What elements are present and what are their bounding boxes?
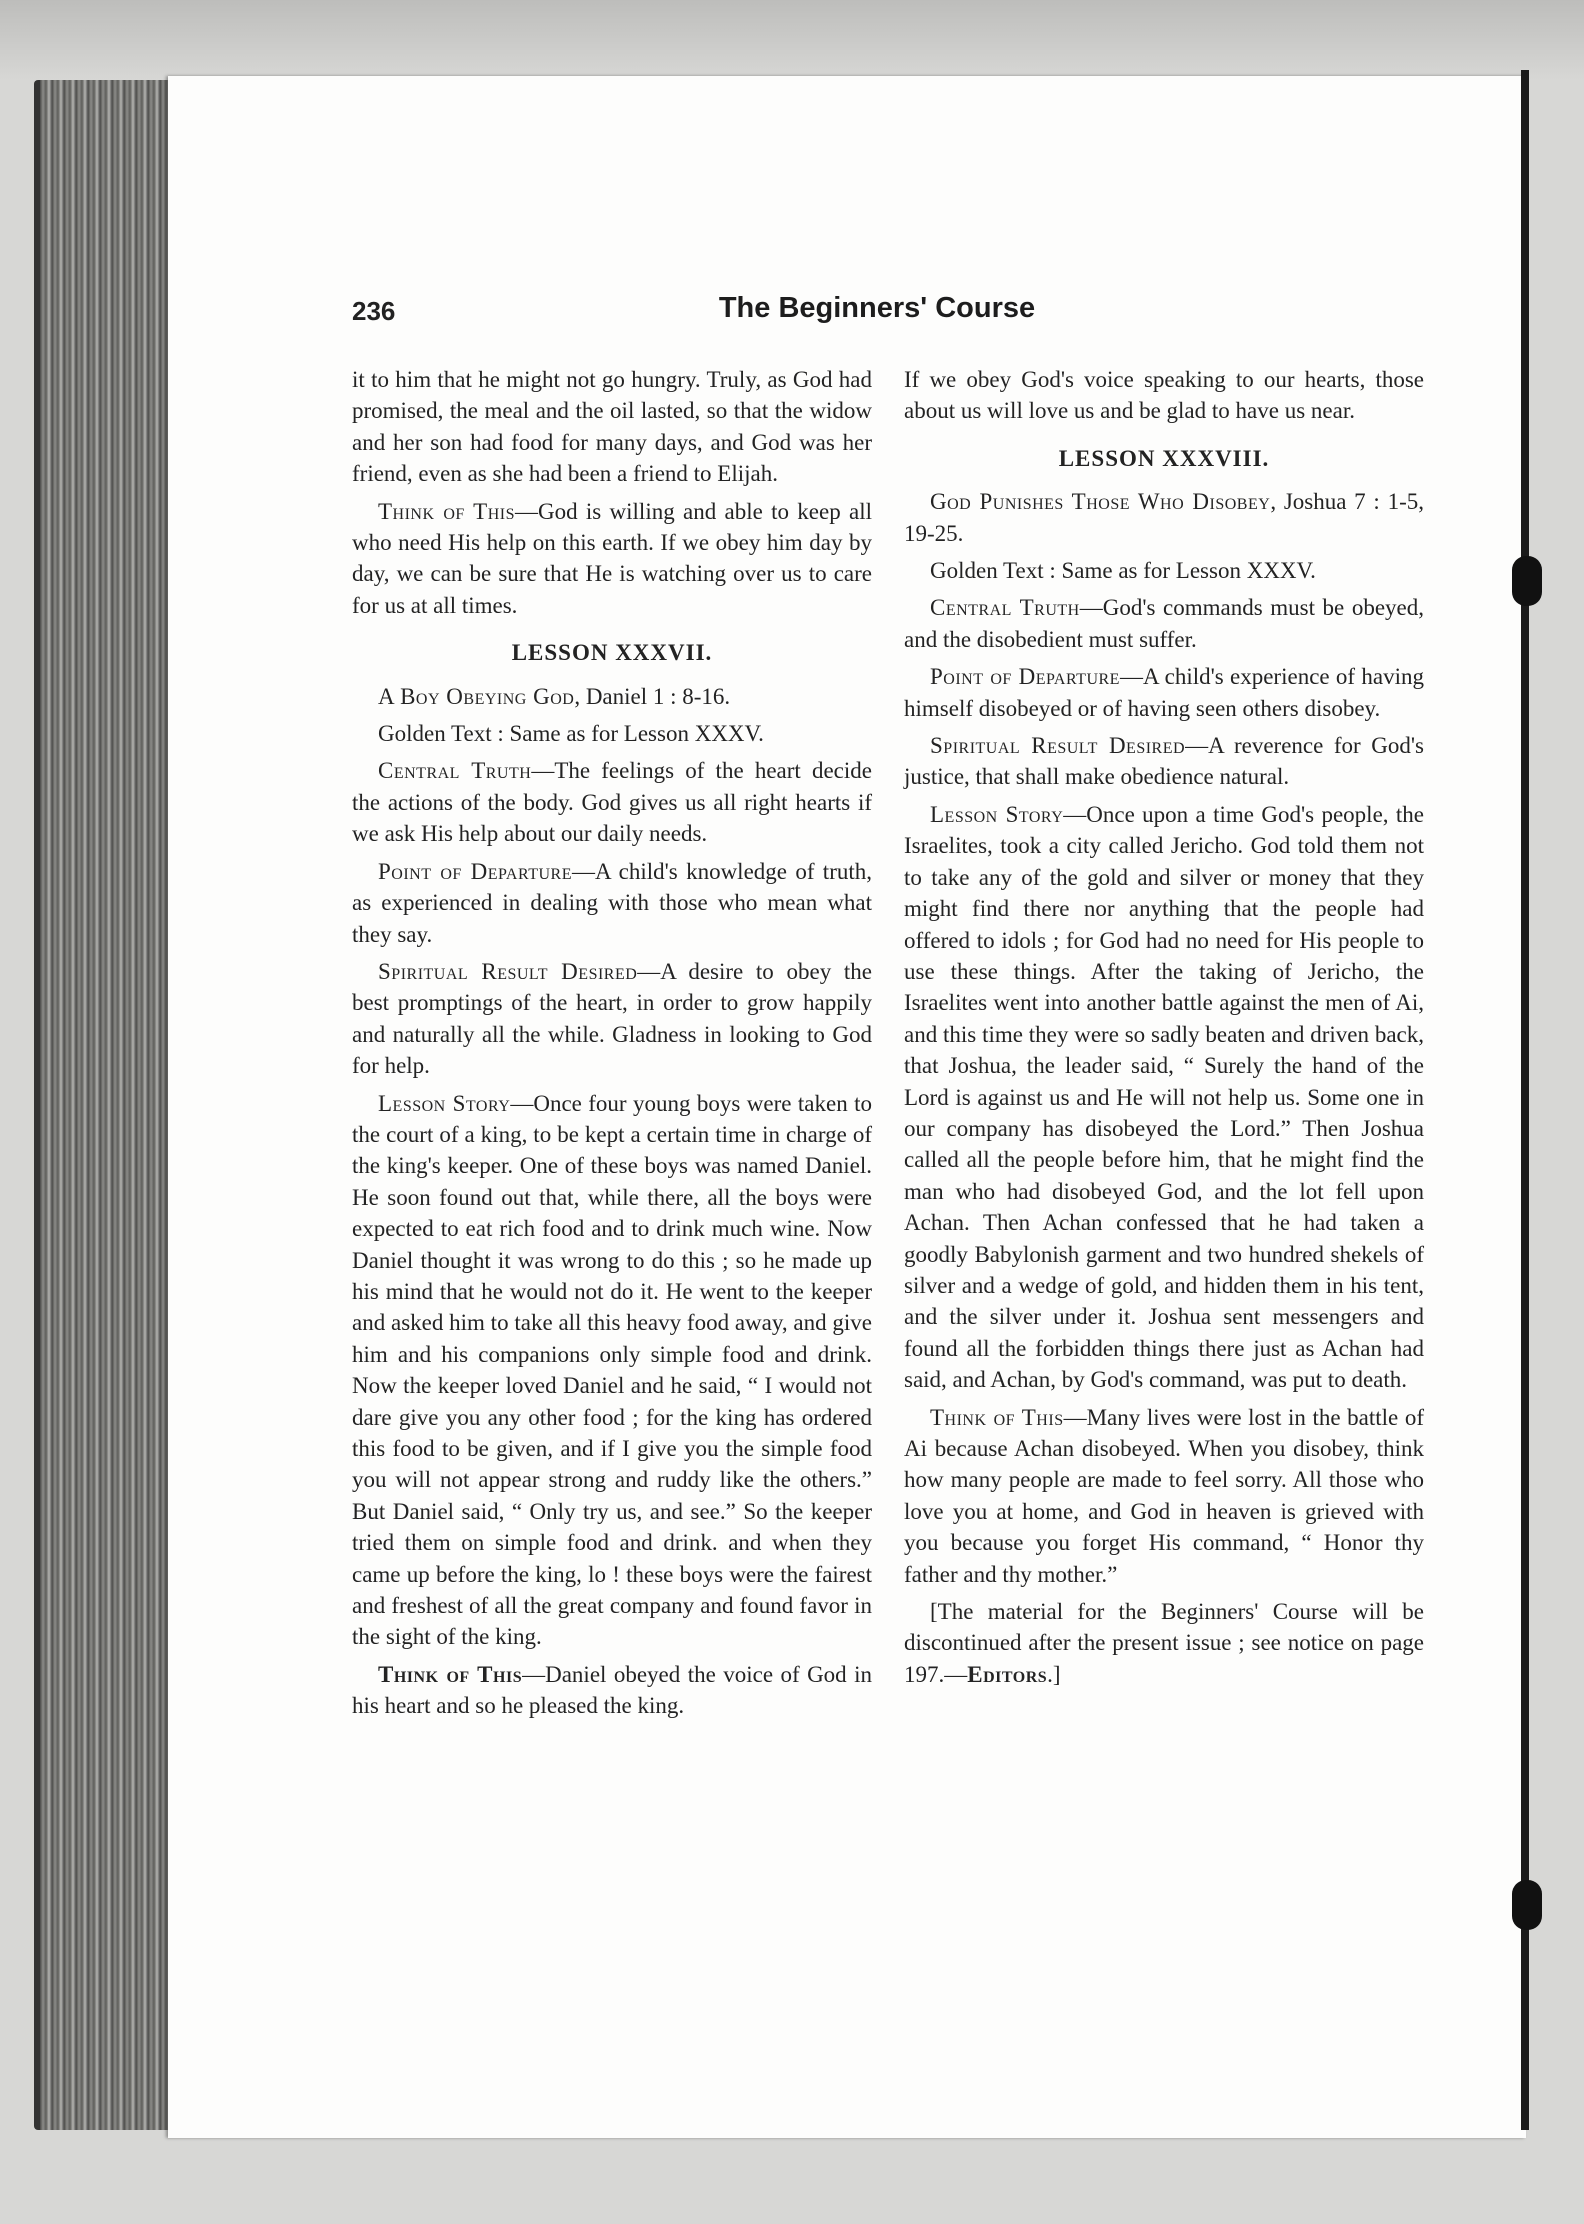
spiritual-result-paragraph [904, 730, 1424, 793]
central-truth-label: Central Truth [930, 595, 1080, 621]
lesson-heading: LESSON XXXVII. [511, 640, 713, 666]
golden-text: Golden Text : Same as for Lesson XXXV. [930, 558, 1316, 584]
think-of-this-label: Think of This [378, 498, 515, 524]
think-of-this-paragraph [904, 1402, 1424, 1590]
spiritual-result-text: —A reverence for God's justice, that shall make obedience natural. [904, 733, 1424, 790]
think-of-this-text-2: —Daniel obeyed the voice of God in his heart and so he pleased the king. [352, 1661, 872, 1719]
spiritual-result-text: —A desire to obey the best promptings of the heart, in order to grow happily and naturally all the while. Gladness in looking to God for help. [352, 958, 872, 1079]
lesson-story-label: Lesson Story [378, 1090, 511, 1116]
lesson-subject-label: God Punishes Those Who Disobey [930, 489, 1271, 515]
running-head: The Beginners' Course [718, 292, 1036, 324]
lesson-story-paragraph [904, 799, 1424, 1396]
lesson-subject [904, 486, 1424, 549]
think-of-this-paragraph [352, 496, 872, 622]
point-of-departure-label: Point of Departure [930, 664, 1120, 690]
book-page-edges [34, 80, 180, 2130]
lesson-story-label: Lesson Story [930, 801, 1064, 827]
point-of-departure-label: Point of Departure [378, 858, 572, 884]
point-of-departure-paragraph [904, 661, 1424, 724]
think-of-this-text: —Many lives were lost in the battle of Ai because Achan disobeyed. When you disobey, think how many people are made to feel sorry. All those who love you at home, and God in heaven is grieved with you because you forget His command, “ Honor thy father and thy mother.” [904, 1404, 1424, 1587]
point-of-departure-text: —A child's knowledge of truth, as experienced in dealing with those who mean what they say. [352, 858, 872, 947]
lesson-subject-ref: , Daniel 1 : 8-16. [574, 683, 731, 709]
central-truth-text: —The feelings of the heart decide the actions of the body. God gives us all right hearts if we ask His help about our daily needs. [352, 758, 872, 847]
editors-notice-text: [The material for the Beginners' Course will be discontinued after the present issue ; see notice on page 197.— [904, 1599, 1424, 1687]
think-of-this-paragraph-2 [352, 1659, 872, 1722]
right-column [904, 364, 1424, 1690]
central-truth-paragraph [904, 592, 1424, 655]
central-truth-label: Central Truth [378, 758, 532, 784]
editors-notice [904, 1596, 1424, 1690]
think-of-this-text: —God is willing and able to keep all who need His help on this earth. If we obey him day by day, we can be sure that He is watching over us to care for us at all times. [352, 498, 872, 618]
lesson-subject [352, 681, 872, 712]
think-of-this-label-2: Think of This [378, 1661, 523, 1687]
book-spine [1521, 70, 1529, 2130]
spiritual-result-label: Spiritual Result Desired [930, 733, 1186, 759]
lesson-subject-label: A Boy Obeying God [378, 683, 575, 709]
central-truth-text: —God's commands must be obeyed, and the disobedient must suffer. [904, 595, 1424, 652]
left-column [352, 364, 872, 1722]
lesson-story-text: —Once four young boys were taken to the court of a king, to be kept a certain time in charge of the king's keeper. One of these boys was named Daniel. He soon found out that, while there, all the boys were expected to eat rich food and to drink much wine. Now Daniel thought it was wrong to do this ; so he made up his mind that he would not do it. He went to the keeper and asked him to take all this heavy food away, and give him and his companions only simple food and drink. Now the keeper loved Daniel and he said, “ I would not dare give you any other food ; for the king has ordered this food to be given, and if I give you the simple food you will not appear strong and ruddy like the others.” But Daniel said, “ Only try us, and see.” So the keeper tried them on simple food and drink. and when they came up before the king, lo ! these boys were the fairest and freshest of all the great company and found favor in the sight of the king. [352, 1090, 872, 1650]
lesson-story-text: —Once upon a time God's people, the Israelites, took a city called Jericho. God told them not to take any of the gold and silver or money that they might find there nor anything that the people had offered to idols ; for God had no need for His people to use these things. After the taking of Jericho, the Israelites went into another battle against the men of Ai, and this time they were so sadly beaten and driven back, that Joshua, the leader said, “ Surely the hand of the Lord is against us and He will not help us. Some one in our company has disobeyed the Lord.” Then Joshua called all the people before him, that he might find the man who had disobeyed God, and the lot fell upon Achan. Then Achan confessed that he had taken a goodly Babylonish garment and two hundred shekels of silver and a wedge of gold, and hidden them in his tent, and the silver under it. Joshua sent messengers and found all the forbidden things there just as Achan had said, and Achan, by God's command, was put to death. [904, 801, 1424, 1393]
binder-clip-top [1512, 556, 1542, 606]
continued-paragraph: it to him that he might not go hungry. Truly, as God had promised, the meal and the oil lasted, so that the widow and her son had food for many days, and God was her friend, even as she had been a friend to Elijah. [352, 367, 872, 487]
golden-text: Golden Text : Same as for Lesson XXXV. [378, 721, 764, 747]
page-header [352, 292, 1402, 338]
point-of-departure-text: —A child's experience of having himself disobeyed or of having seen others disobey. [904, 664, 1424, 721]
scan-shadow [0, 0, 1584, 80]
editors-notice-end: .] [1047, 1661, 1061, 1687]
central-truth-paragraph [352, 755, 872, 849]
binder-clip-bottom [1512, 1880, 1542, 1930]
lesson-story-paragraph [352, 1088, 872, 1653]
page-number: 236 [352, 296, 396, 326]
spiritual-result-label: Spiritual Result Desired [378, 958, 638, 984]
lesson-heading: LESSON XXXVIII. [1058, 445, 1270, 471]
editors-notice-signature: Editors [967, 1661, 1048, 1687]
spiritual-result-paragraph [352, 956, 872, 1082]
think-of-this-label: Think of This [930, 1404, 1064, 1430]
lesson-subject-ref: , Joshua 7 : 1-5, 19-25. [904, 489, 1424, 546]
continued-paragraph: If we obey God's voice speaking to our hearts, those about us will love us and be glad to have us near. [904, 367, 1424, 424]
point-of-departure-paragraph [352, 856, 872, 950]
